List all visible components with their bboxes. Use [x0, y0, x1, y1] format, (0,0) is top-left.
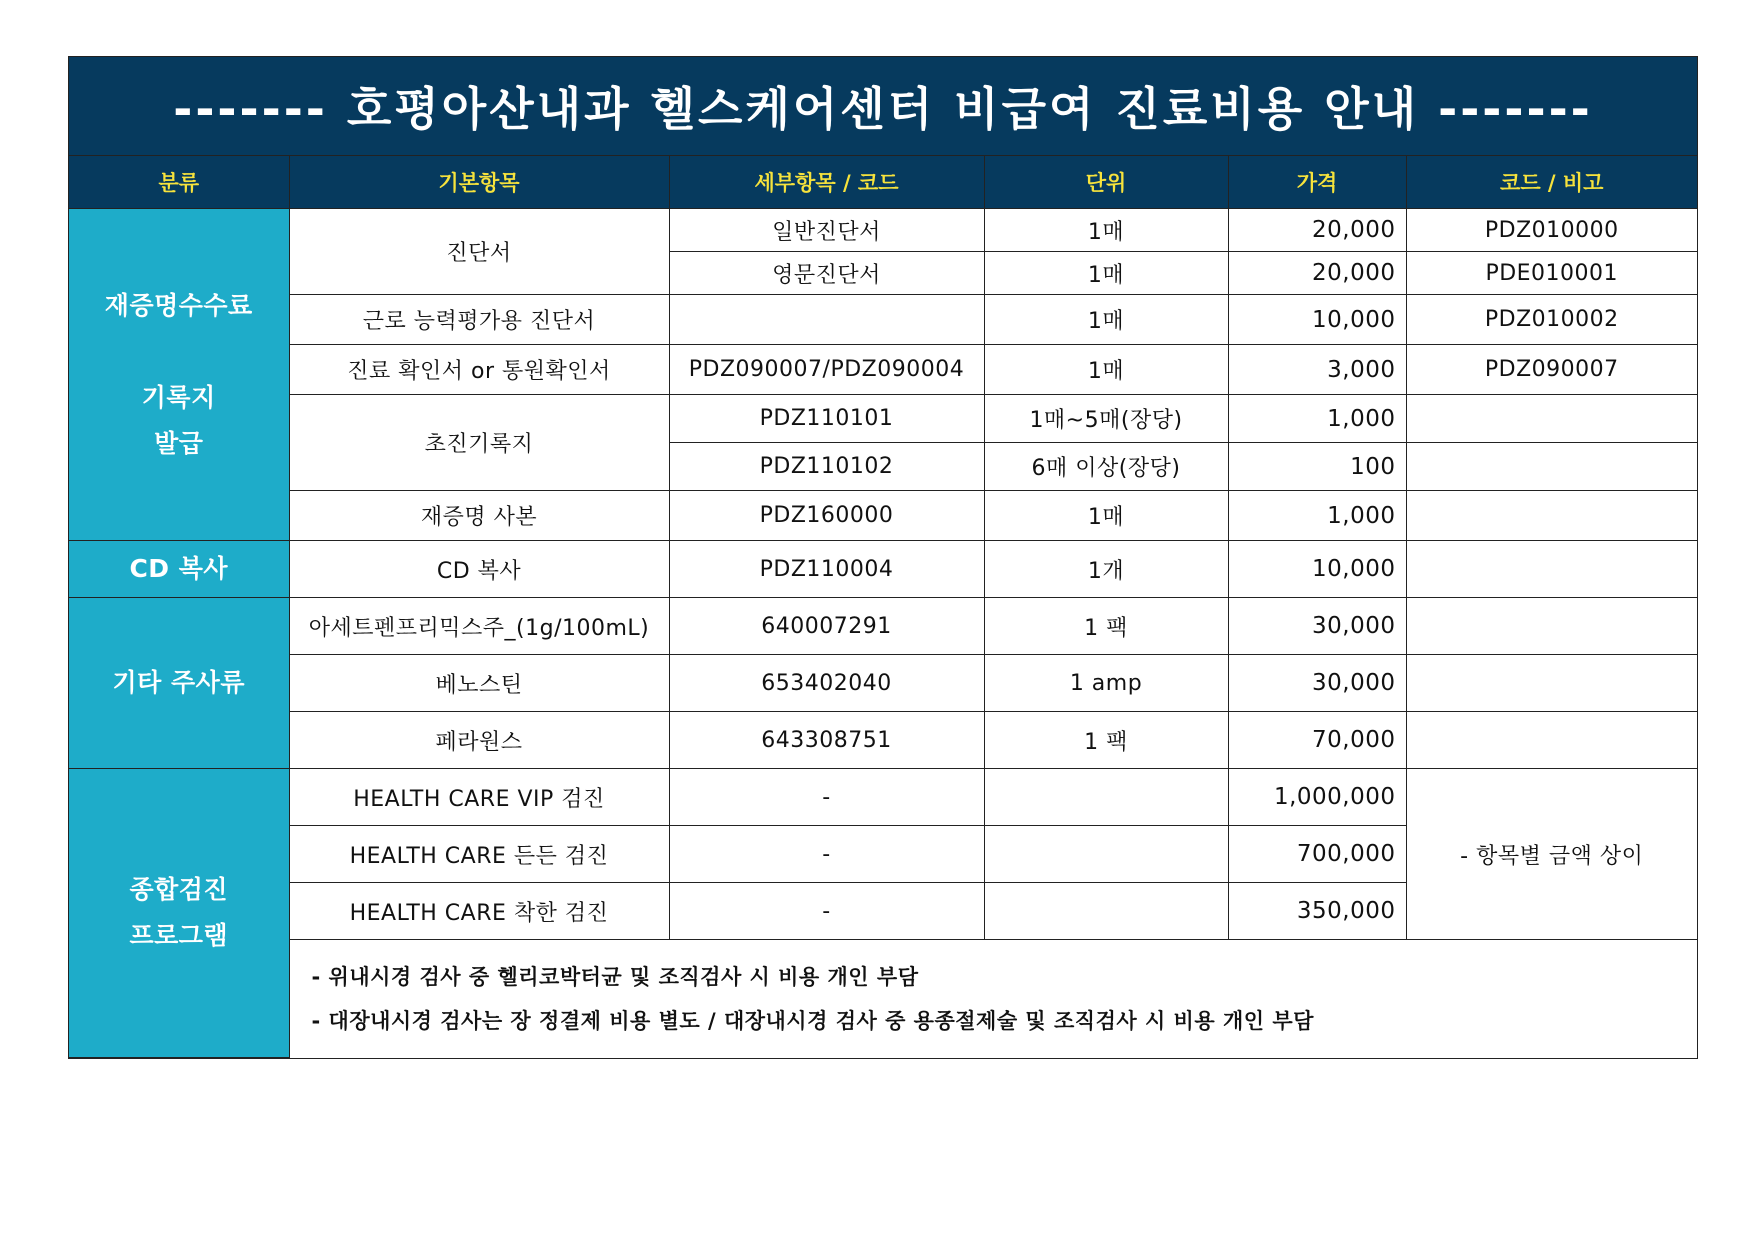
table-row: [69, 598, 1697, 655]
header-category: 분류: [69, 156, 289, 209]
header-basic-item: 기본항목: [289, 156, 669, 209]
detail-item: [669, 295, 984, 345]
unit: 1매: [984, 345, 1228, 395]
basic-item: CD 복사: [289, 541, 669, 598]
unit: 1개: [984, 541, 1228, 598]
code-note: [1406, 712, 1697, 769]
unit: [984, 769, 1228, 826]
price: 30,000: [1228, 655, 1406, 712]
price: 1,000,000: [1228, 769, 1406, 826]
table-row: [69, 655, 1697, 712]
table-row: [69, 712, 1697, 769]
price: 20,000: [1228, 209, 1406, 252]
category-certificates-line2: 기록지: [141, 382, 216, 412]
notes-row: [69, 940, 1697, 1058]
code-note: [1406, 443, 1697, 491]
price: 10,000: [1228, 295, 1406, 345]
basic-item: 근로 능력평가용 진단서: [289, 295, 669, 345]
basic-item: HEALTH CARE VIP 검진: [289, 769, 669, 826]
header-code-note: 코드 / 비고: [1406, 156, 1697, 209]
unit: 1매~5매(장당): [984, 395, 1228, 443]
detail-item: 640007291: [669, 598, 984, 655]
header-price: 가격: [1228, 156, 1406, 209]
code-note: - 항목별 금액 상이: [1406, 769, 1697, 940]
category-checkup: [69, 769, 289, 1058]
price: 30,000: [1228, 598, 1406, 655]
price: 350,000: [1228, 883, 1406, 940]
document-title: ------- 호평아산내과 헬스케어센터 비급여 진료비용 안내 -------: [69, 57, 1697, 156]
basic-item: 초진기록지: [289, 395, 669, 491]
unit: 1매: [984, 295, 1228, 345]
code-note: [1406, 598, 1697, 655]
detail-item: PDZ110004: [669, 541, 984, 598]
basic-item: HEALTH CARE 착한 검진: [289, 883, 669, 940]
detail-item: PDZ110101: [669, 395, 984, 443]
header-unit: 단위: [984, 156, 1228, 209]
unit: 1 팩: [984, 598, 1228, 655]
price-table: [69, 156, 1697, 1058]
price: 10,000: [1228, 541, 1406, 598]
code-note: PDE010001: [1406, 252, 1697, 295]
table-row: [69, 491, 1697, 541]
detail-item: -: [669, 826, 984, 883]
category-injections: 기타 주사류: [69, 598, 289, 769]
detail-item: -: [669, 769, 984, 826]
unit: 1매: [984, 209, 1228, 252]
price: 100: [1228, 443, 1406, 491]
detail-item: 653402040: [669, 655, 984, 712]
unit: 1매: [984, 252, 1228, 295]
notes-cell: [289, 940, 1697, 1058]
basic-item: 진단서: [289, 209, 669, 295]
basic-item: 아세트펜프리믹스주_(1g/100mL): [289, 598, 669, 655]
category-cd: CD 복사: [69, 541, 289, 598]
code-note: [1406, 491, 1697, 541]
unit: 1 팩: [984, 712, 1228, 769]
unit: [984, 826, 1228, 883]
code-note: [1406, 541, 1697, 598]
price-document: [68, 56, 1698, 1059]
table-row: [69, 209, 1697, 252]
detail-item: 영문진단서: [669, 252, 984, 295]
code-note: PDZ010000: [1406, 209, 1697, 252]
category-certificates: [69, 209, 289, 541]
price: 700,000: [1228, 826, 1406, 883]
detail-item: PDZ110102: [669, 443, 984, 491]
unit: 6매 이상(장당): [984, 443, 1228, 491]
table-row: [69, 769, 1697, 826]
price: 20,000: [1228, 252, 1406, 295]
basic-item: 재증명 사본: [289, 491, 669, 541]
note-line: - 대장내시경 검사는 장 정결제 비용 별도 / 대장내시경 검사 중 용종절제술 및 조직검사 시 비용 개인 부담: [311, 1008, 1314, 1033]
table-header-row: [69, 156, 1697, 209]
category-checkup-line2: 프로그램: [129, 921, 229, 950]
category-certificates-line1: 재증명수수료: [104, 290, 253, 320]
basic-item: 베노스틴: [289, 655, 669, 712]
code-note: [1406, 655, 1697, 712]
unit: 1매: [984, 491, 1228, 541]
price: 3,000: [1228, 345, 1406, 395]
table-row: [69, 295, 1697, 345]
table-row: [69, 541, 1697, 598]
category-checkup-line1: 종합검진: [129, 875, 229, 904]
price: 70,000: [1228, 712, 1406, 769]
note-line: - 위내시경 검사 중 헬리코박터균 및 조직검사 시 비용 개인 부담: [311, 964, 919, 989]
basic-item: 페라원스: [289, 712, 669, 769]
detail-item: -: [669, 883, 984, 940]
price: 1,000: [1228, 395, 1406, 443]
basic-item: 진료 확인서 or 통원확인서: [289, 345, 669, 395]
detail-item: PDZ160000: [669, 491, 984, 541]
basic-item: HEALTH CARE 든든 검진: [289, 826, 669, 883]
price: 1,000: [1228, 491, 1406, 541]
header-detail-code: 세부항목 / 코드: [669, 156, 984, 209]
table-row: [69, 345, 1697, 395]
unit: [984, 883, 1228, 940]
code-note: [1406, 395, 1697, 443]
unit: 1 amp: [984, 655, 1228, 712]
code-note: PDZ090007: [1406, 345, 1697, 395]
table-row: [69, 395, 1697, 443]
code-note: PDZ010002: [1406, 295, 1697, 345]
detail-item: PDZ090007/PDZ090004: [669, 345, 984, 395]
detail-item: 일반진단서: [669, 209, 984, 252]
category-certificates-line3: 발급: [154, 428, 204, 458]
detail-item: 643308751: [669, 712, 984, 769]
